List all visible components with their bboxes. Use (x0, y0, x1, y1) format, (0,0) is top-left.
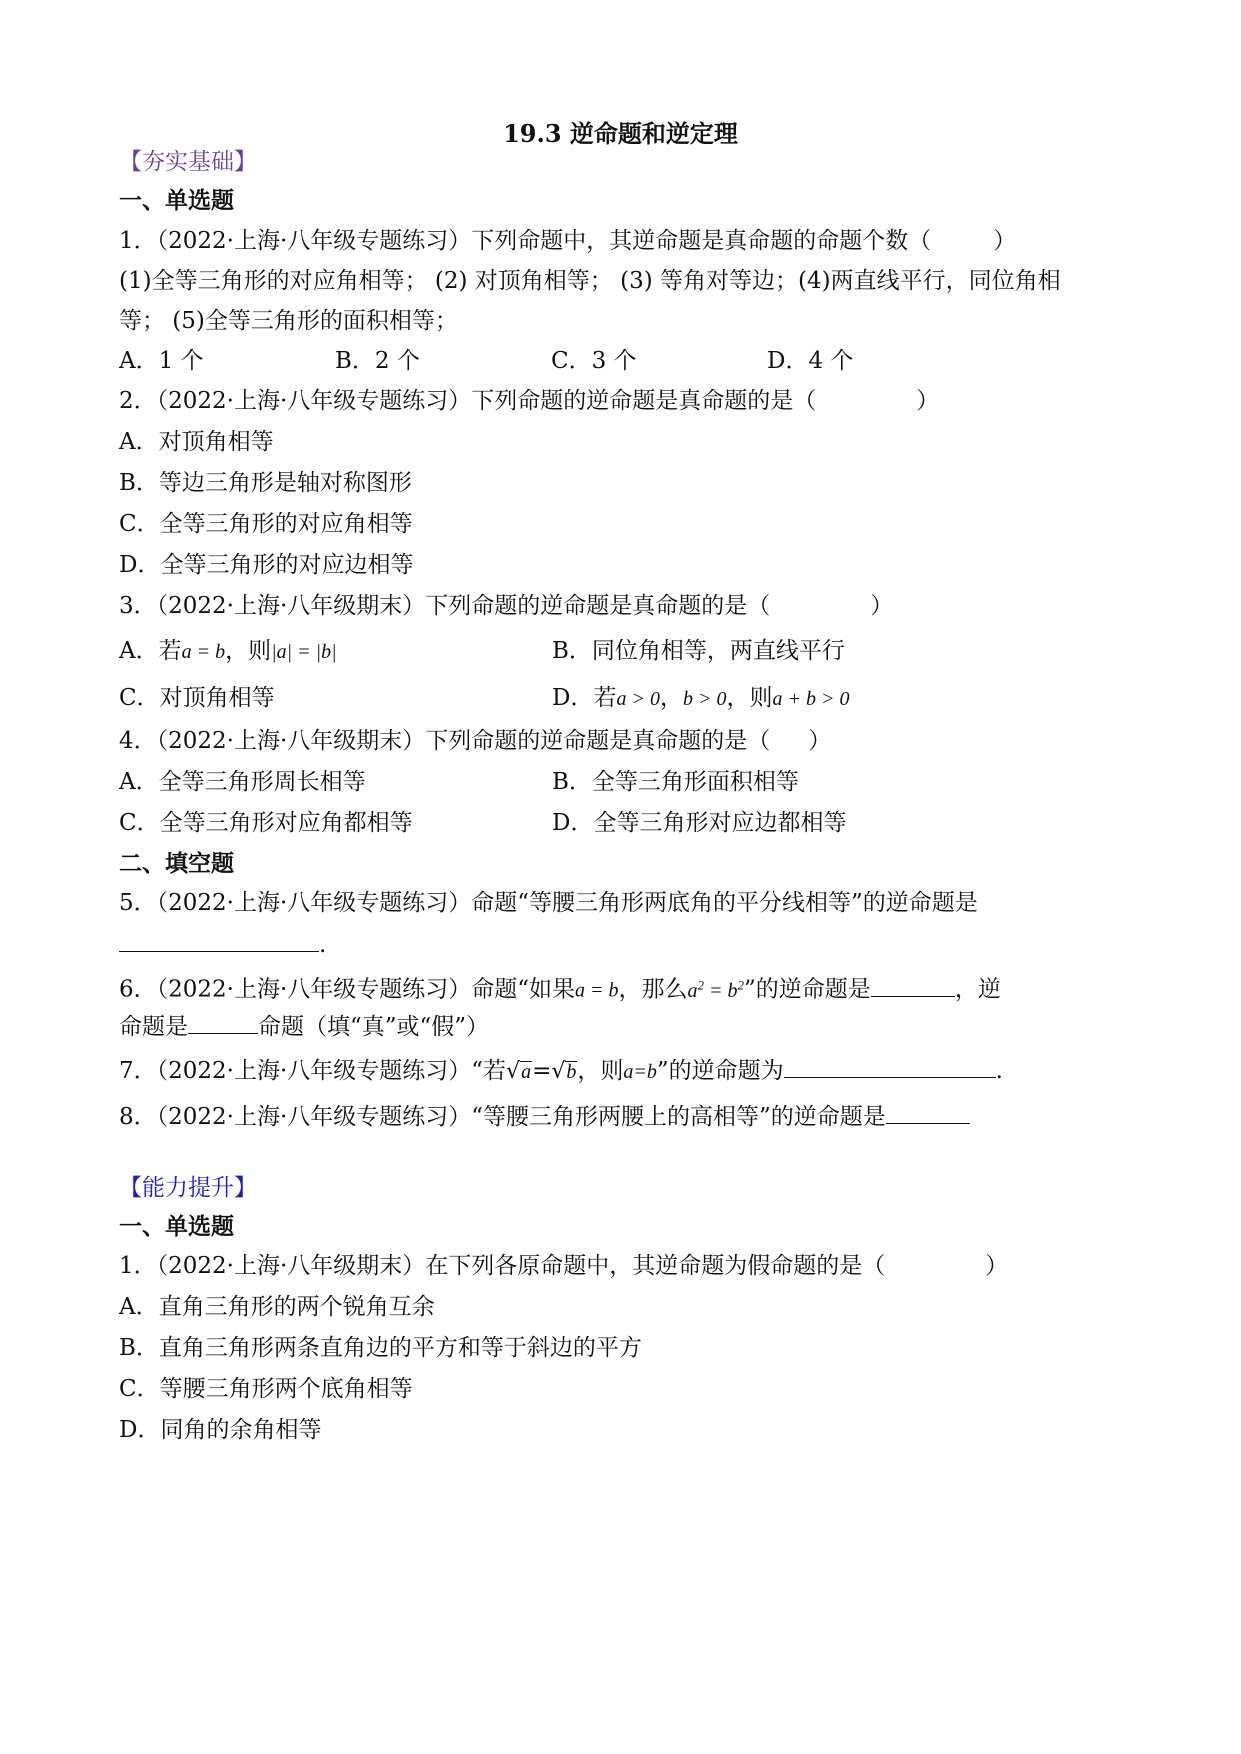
question-3-option-a: A．若a = b，则|a| = |b| (119, 638, 337, 664)
math-squares-equal: $a^2 = b^2$ (687, 977, 745, 1002)
math-a-equals-b: a = b (181, 641, 226, 663)
question-3-option-b: B．同位角相等，两直线平行 (552, 638, 845, 664)
question-2-text: 2．（2022·上海·八年级专题练习）下列命题的逆命题是真命题的是（ (119, 388, 817, 414)
math-a-gt-0: a > 0 (616, 688, 660, 710)
question-1-option-b: B．2 个 (335, 348, 420, 374)
answer-blank (886, 1101, 970, 1124)
part-heading-fill-blank: 二、填空题 (119, 850, 234, 877)
question-1-line-2: (1)全等三角形的对应角相等； (2) 对顶角相等； (3) 等角对等边；(4)两直线平行，同位角相 (119, 268, 1061, 294)
question-2-option-d: D．全等三角形的对应边相等 (119, 552, 414, 578)
question-5-stem: 5．（2022·上海·八年级专题练习）命题“等腰三角形两底角的平分线相等”的逆命题是 (119, 890, 978, 916)
question-4-close: ） (808, 728, 832, 754)
question-2-option-a: A．对顶角相等 (119, 429, 274, 455)
question-1-option-a: A．1 个 (119, 348, 204, 374)
radical-sign: √ (506, 1059, 521, 1084)
question-1-stem (119, 226, 1016, 256)
math-sum-gt-0: a + b > 0 (772, 688, 850, 710)
question-4-option-b: B．全等三角形面积相等 (552, 769, 799, 795)
math-a-equals-b: a = b (575, 979, 619, 1002)
question-1-option-d: D．4 个 (767, 348, 854, 374)
answer-blank (119, 929, 319, 952)
s2-question-1-option-a: A．直角三角形的两个锐角互余 (119, 1294, 435, 1320)
question-1-line-3: 等； (5)全等三角形的面积相等； (119, 308, 458, 334)
s2-question-1-option-c: C．等腰三角形两个底角相等 (119, 1376, 413, 1402)
math-a-equals-b: a=b (623, 1061, 657, 1083)
page-title: 19.3 逆命题和逆定理 (503, 119, 738, 148)
question-3-option-d: D．若a > 0，b > 0，则a + b > 0 (552, 685, 850, 711)
question-2-stem (119, 386, 939, 416)
math-sqrt-b: b (566, 1061, 577, 1083)
s2-question-1-option-d: D．同角的余角相等 (119, 1417, 322, 1443)
part-heading-single-choice-2: 一、单选题 (119, 1213, 234, 1240)
section-tag-basics: 【夯实基础】 (119, 149, 257, 175)
radical-sign: √ (551, 1059, 566, 1084)
question-3-close: ） (870, 593, 894, 619)
question-2-close: ） (916, 388, 940, 414)
question-4-text: 4．（2022·上海·八年级期末）下列命题的逆命题是真命题的是（ (119, 728, 771, 754)
question-4-option-a: A．全等三角形周长相等 (119, 769, 366, 795)
question-6-stem: 6．（2022·上海·八年级专题练习）命题“如果a = b，那么$a^2 = b^2$”的逆命题是 ，逆 (119, 970, 1001, 1006)
question-8-stem: 8．（2022·上海·八年级专题练习）“等腰三角形两腰上的高相等”的逆命题是 (119, 1101, 970, 1132)
question-5-answer-line: . (119, 929, 326, 960)
question-1-close: ） (993, 228, 1017, 254)
section-tag-improvement: 【能力提升】 (119, 1175, 257, 1201)
question-2-option-b: B．等边三角形是轴对称图形 (119, 470, 412, 496)
question-3-text: 3．（2022·上海·八年级期末）下列命题的逆命题是真命题的是（ (119, 593, 771, 619)
part-heading-single-choice: 一、单选题 (119, 187, 234, 214)
math-sqrt-a: a (521, 1061, 532, 1083)
answer-blank (188, 1011, 258, 1034)
question-3-option-c: C．对顶角相等 (119, 685, 275, 711)
s2-question-1-stem: 1．（2022·上海·八年级期末）在下列各原命题中，其逆命题为假命题的是（ ） (119, 1253, 1009, 1279)
answer-blank (784, 1055, 996, 1078)
question-3-stem (119, 591, 893, 621)
question-1-option-c: C．3 个 (551, 348, 637, 374)
question-1-text: 1．（2022·上海·八年级专题练习）下列命题中，其逆命题是真命题的命题个数（ (119, 228, 932, 254)
question-2-option-c: C．全等三角形的对应角相等 (119, 511, 413, 537)
math-b-gt-0: b > 0 (682, 688, 727, 710)
answer-blank (871, 974, 955, 997)
question-4-stem (119, 726, 831, 756)
question-4-option-d: D．全等三角形对应边都相等 (552, 810, 847, 836)
math-abs-equal: |a| = |b| (271, 641, 337, 663)
s2-question-1-option-b: B．直角三角形两条直角边的平方和等于斜边的平方 (119, 1335, 642, 1361)
question-7-stem: 7．（2022·上海·八年级专题练习）“若√a=√b，则a=b”的逆命题为 . (119, 1055, 1003, 1087)
question-6-line-2: 命题是 命题（填“真”或“假”） (119, 1011, 489, 1042)
question-4-option-c: C．全等三角形对应角都相等 (119, 810, 413, 836)
